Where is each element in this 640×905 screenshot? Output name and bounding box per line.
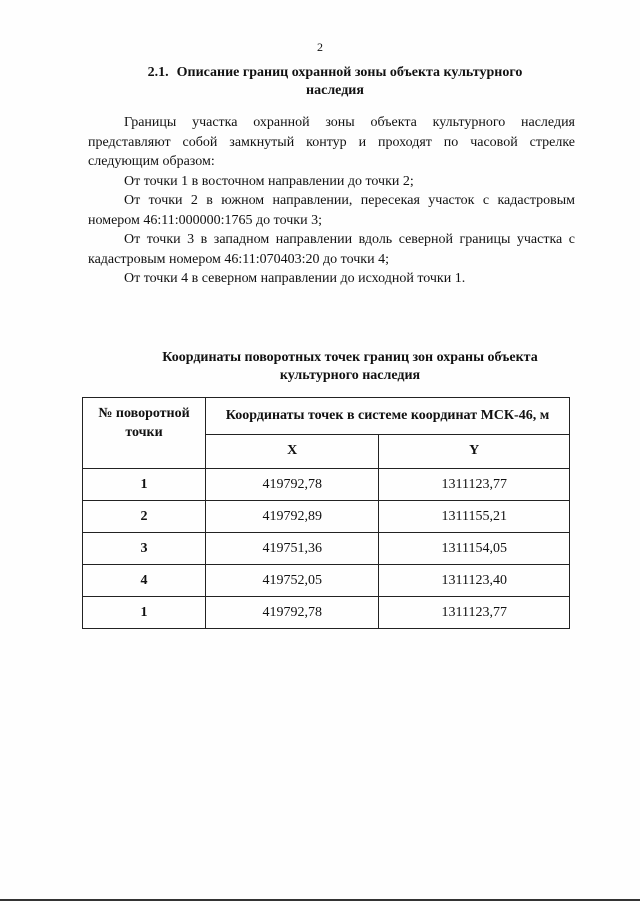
table-title [130,349,570,385]
cell-point: 1 [83,597,206,629]
cell-y: 1311154,05 [379,533,570,565]
page-number: 2 [317,40,323,54]
table-row [83,533,570,565]
cell-y: 1311155,21 [379,501,570,533]
section-heading [100,64,570,100]
section-title-line1: Описание границ охранной зоны объекта культурного [176,65,523,80]
header-y: Y [379,434,570,468]
table-row [83,501,570,533]
cell-x: 419752,05 [206,565,379,597]
table-title-line1: Координаты поворотных точек границ зон охраны объекта [162,350,538,365]
paragraph-intro: Границы участка охранной зоны объекта культурного наследия представляют собой замкнутый контур и проходят по часовой стрелке следующим образом: [88,115,575,169]
table-row [83,565,570,597]
paragraph-segment-4: От точки 4 в северном направлении до исходной точки 1. [124,271,466,286]
paragraph-segment-1: От точки 1 в восточном направлении до точки 2; [124,173,414,189]
table-title-line2: культурного наследия [279,368,421,383]
paragraph-segment-3: От точки 3 в западном направлении вдоль северной границы участка с кадастровым номером 46:11:070403:20 до точки 4; [88,232,575,267]
cell-point: 1 [83,469,206,501]
table-row [83,469,570,501]
cell-y: 1311123,40 [379,565,570,597]
paragraph-segment-2: От точки 2 в южном направлении, пересекая участок с кадастровым номером 46:11:000000:1765 до точки 3; [88,193,575,228]
cell-x: 419792,78 [206,469,379,501]
cell-x: 419792,78 [206,597,379,629]
cell-y: 1311123,77 [379,597,570,629]
header-x: X [206,434,379,468]
scan-bottom-edge [0,899,640,901]
table-header-row [83,398,570,435]
cell-point: 2 [83,501,206,533]
cell-y: 1311123,77 [379,469,570,501]
header-point-number: № поворотной точки [83,398,206,469]
cell-point: 3 [83,533,206,565]
cell-point: 4 [83,565,206,597]
coordinates-table [82,397,570,629]
table-row [83,597,570,629]
cell-x: 419792,89 [206,501,379,533]
section-title-line2: наследия [306,83,364,98]
cell-x: 419751,36 [206,533,379,565]
boundary-description [88,113,575,289]
section-number: 2.1. [147,65,169,80]
header-coordinates: Координаты точек в системе координат МСК-46, м [206,398,570,435]
